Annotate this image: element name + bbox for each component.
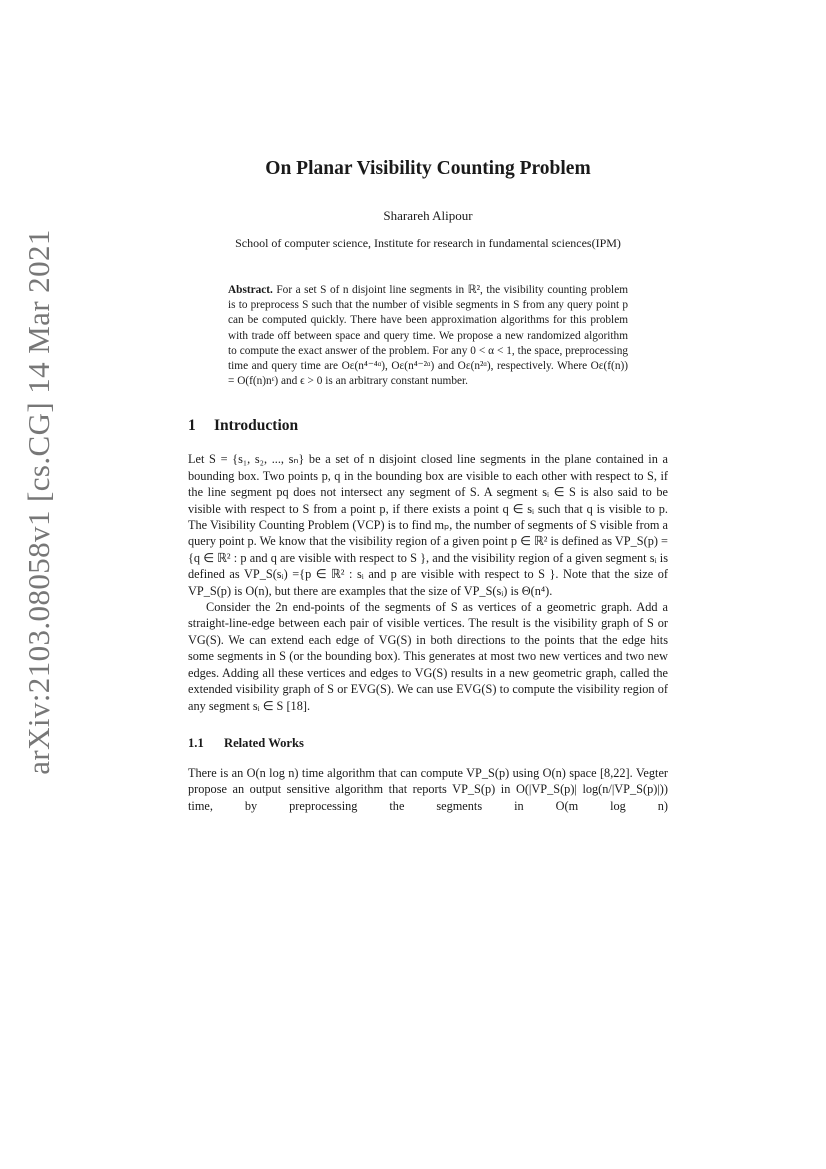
abstract-label: Abstract. [228, 284, 273, 296]
section-title: Introduction [214, 417, 299, 435]
section-number: 1 [188, 417, 196, 435]
abstract-text: For a set S of n disjoint line segments in ℝ², the visibility counting problem is to preprocess S such that the number of visible segments in S from any query point p can be computed quickly. There have been approximation algorithms for this problem with trade off between space and query time. We propose a new randomized algorithm to compute the exact answer of the problem. For any 0 < α < 1, the space, preprocessing time and query time are Oε(n⁴⁻⁴ᵅ), Oε(n⁴⁻²ᵅ) and Oε(n²ᵅ), respectively. Where Oε(f(n)) = O(f(n)nᵋ) and ϵ > 0 is an arbitrary constant number. [228, 284, 629, 388]
subsection-title: Related Works [224, 735, 304, 750]
intro-paragraph-2: Consider the 2n end-points of the segments of S as vertices of a geometric graph. Add a straight-line-edge between each pair of visible vertices. The result is the visibility graph of S or VG(S). We can extend each edge of VG(S) in both directions to the points that the edge hits some segments in S (or the bounding box). This generates at most two new vertices and two new edges. Adding all these vertices and edges to VG(S) results in a new geometric graph, called the extended visibility graph of S or EVG(S). We can use EVG(S) to compute the visibility region of any segment sᵢ ∈ S [18]. [188, 600, 668, 713]
subsection-heading-related-works [188, 736, 668, 751]
section-heading-introduction [188, 417, 668, 435]
related-works-paragraph-1: There is an O(n log n) time algorithm that can compute VP_S(p) using O(n) space [8,22]. Vegter propose an output sensitive algorithm that reports VP_S(p) in O(|VP_S(p)| log(n/|VP_S(p)|)) time, by preprocessing the segments in O(m log n) [188, 765, 668, 813]
arxiv-identifier-stamp [20, 229, 58, 775]
author-affiliation: School of computer science, Institute for research in fundamental sciences(IPM) [235, 236, 621, 250]
paper-page [188, 150, 668, 814]
abstract-block [228, 283, 628, 389]
intro-paragraph-1: Let S = {s₁, s₂, ..., sₙ} be a set of n disjoint closed line segments in the plane contained in a bounding box. Two points p, q in the bounding box are visible to each other with respect to S, if the line segment pq does not intersect any segment of S. A segment sᵢ ∈ S is also said to be visible with respect to S from a point p, if there exists a point q ∈ sᵢ such that q is visible to p. The Visibility Counting Problem (VCP) is to find mₚ, the number of segments of S visible from a query point p. We know that the visibility region of a given point p ∈ ℝ² is defined as VP_S(p) = {q ∈ ℝ² : p and q are visible with respect to S }, and the visibility region of a given segment sᵢ is defined as VP_S(sᵢ) ={p ∈ ℝ² : sᵢ and p are visible with respect to S }. Note that the size of VP_S(p) is O(n), but there are examples that the size of VP_S(sᵢ) is Θ(n⁴). [188, 452, 668, 598]
subsection-number: 1.1 [188, 735, 204, 750]
author-name: Sharareh Alipour [383, 208, 473, 223]
paper-title: On Planar Visibility Counting Problem [265, 158, 591, 179]
arxiv-id-text: arXiv:2103.08058v1 [cs.CG] 14 Mar 2021 [21, 229, 57, 775]
